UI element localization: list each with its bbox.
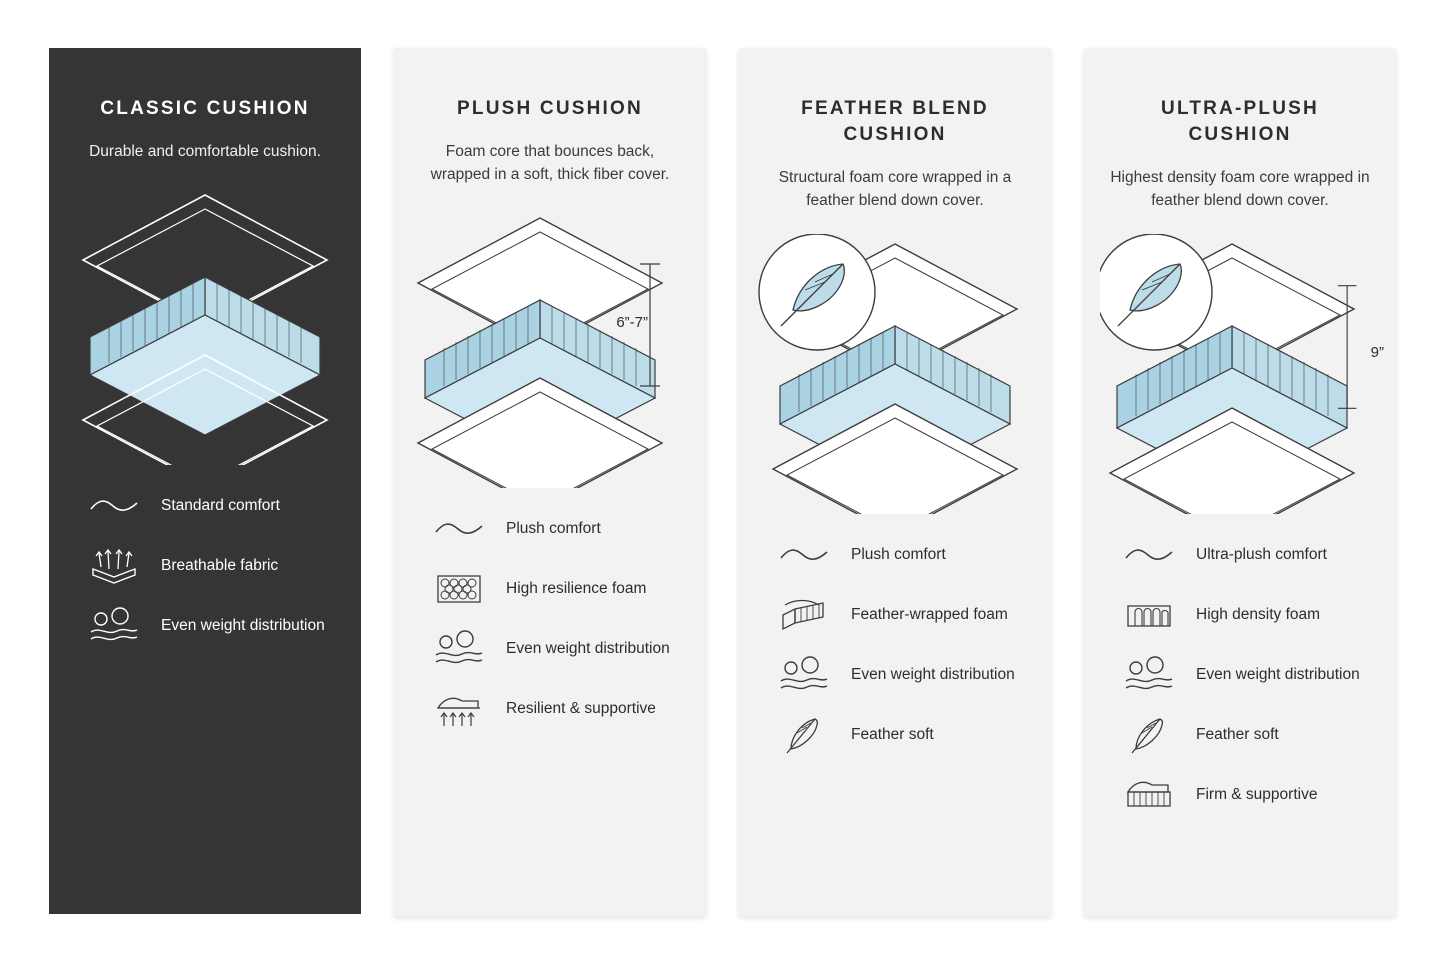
feather-icon [1120,713,1178,757]
feature-label: High density foam [1196,606,1321,623]
feather-icon [775,713,833,757]
feature-label: Breathable fabric [161,557,279,574]
feature-item [430,566,684,612]
resilient-support-icon [430,688,488,730]
feature-label: Firm & supportive [1196,786,1318,803]
feature-label: Feather soft [1196,726,1279,743]
feature-item [85,483,339,529]
feature-list [761,532,1029,758]
feature-item [1120,532,1374,578]
feature-list [416,506,684,732]
weight-distribution-icon [1120,655,1178,695]
cushion-card-plush[interactable] [394,48,706,916]
wave-icon [430,516,488,542]
feature-label: Resilient & supportive [506,700,656,717]
weight-distribution-icon [85,606,143,646]
card-title: FEATHER BLEND CUSHION [801,98,989,145]
feather-badge-icon [759,234,875,350]
cushion-card-classic[interactable] [49,48,361,914]
feature-label: Feather soft [851,726,934,743]
dimension-label: 9” [1370,344,1384,361]
feature-item [775,592,1029,638]
wave-icon [775,542,833,568]
feature-label: Even weight distribution [506,640,670,657]
feature-label: Feather-wrapped foam [851,606,1008,623]
feature-item [1120,592,1374,638]
card-title: CLASSIC CUSHION [100,98,310,119]
honeycomb-foam-icon [430,570,488,608]
high-density-foam-icon [1120,598,1178,632]
feature-item [1120,652,1374,698]
feather-wrapped-foam-icon [775,595,833,635]
feature-label: Plush comfort [506,520,601,537]
card-title: PLUSH CUSHION [457,98,643,119]
cushion-diagram-ultra-plush [1100,234,1384,514]
firm-support-icon [1120,774,1178,816]
feature-item [430,626,684,672]
feature-label: Even weight distribution [851,666,1015,683]
wave-icon [85,493,143,519]
feature-list [71,483,339,649]
dimension-label: 6”-7” [616,314,648,331]
cushion-diagram-feather-blend [755,234,1035,514]
card-description: Highest density foam core wrapped in feather blend down cover. [1110,169,1370,209]
card-description: Foam core that bounces back, wrapped in a soft, thick fiber cover. [430,143,670,183]
card-title: ULTRA-PLUSH CUSHION [1161,98,1319,145]
card-description: Structural foam core wrapped in a feather blend down cover. [778,169,1012,209]
weight-distribution-icon [775,655,833,695]
feature-item [85,603,339,649]
wave-icon [1120,542,1178,568]
feature-item [1120,712,1374,758]
feature-label: High resilience foam [506,580,647,597]
feature-label: Standard comfort [161,497,280,514]
feature-item [1120,772,1374,818]
breathable-fabric-icon [85,547,143,585]
cushion-diagram-classic [65,185,345,465]
feature-label: Even weight distribution [1196,666,1360,683]
feather-badge-icon [1100,234,1212,350]
feature-item [85,543,339,589]
feature-item [775,532,1029,578]
feature-label: Ultra-plush comfort [1196,546,1327,563]
feature-label: Plush comfort [851,546,946,563]
cushion-card-ultra-plush[interactable] [1084,48,1396,916]
cushion-card-feather-blend[interactable] [739,48,1051,916]
feature-list [1106,532,1374,818]
feature-label: Even weight distribution [161,617,325,634]
feature-item [430,506,684,552]
exploded-cushion-illustration [755,234,1035,514]
exploded-cushion-illustration [65,185,345,465]
feature-item [775,712,1029,758]
cushion-diagram-plush [410,208,690,488]
feature-item [430,686,684,732]
weight-distribution-icon [430,629,488,669]
feature-item [775,652,1029,698]
card-description: Durable and comfortable cushion. [89,143,321,160]
